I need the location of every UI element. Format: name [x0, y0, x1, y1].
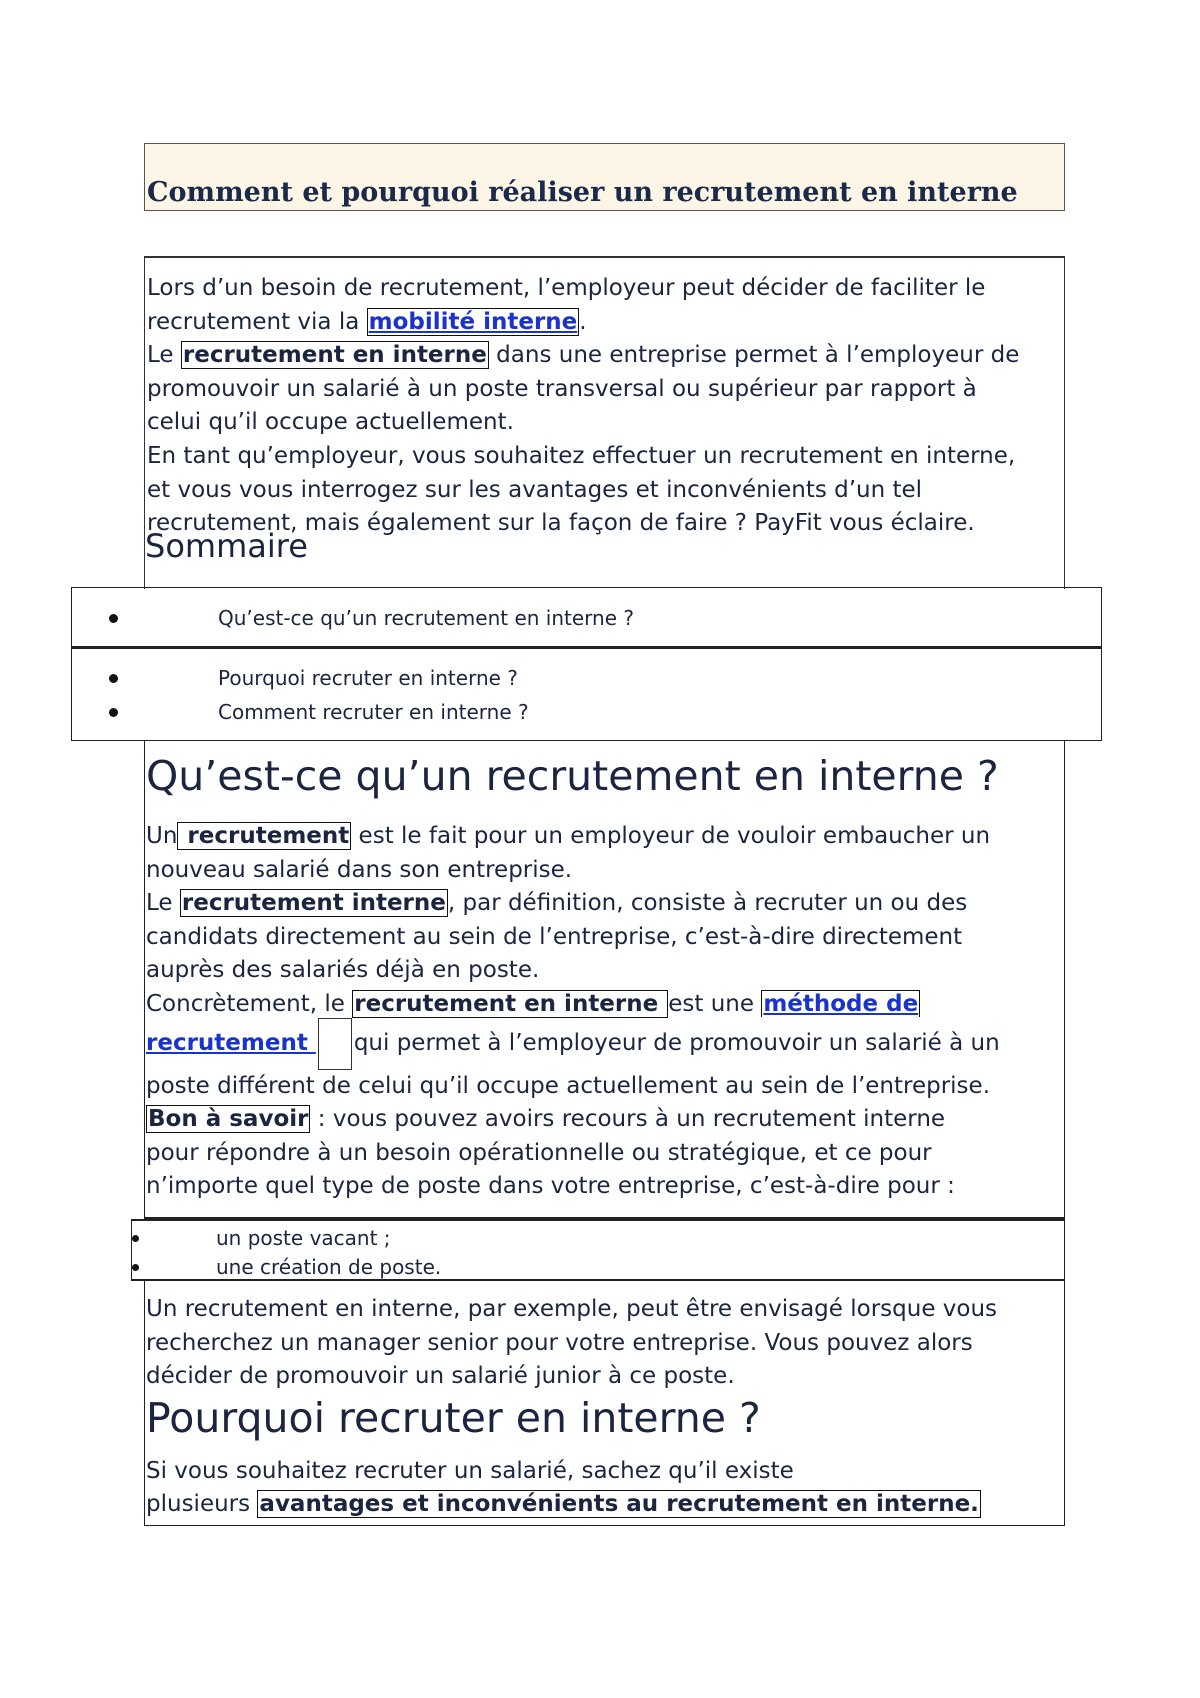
intro-line: recrutement, mais également sur la façon de faire ? PayFit vous éclaire.	[147, 510, 975, 537]
definition-text	[146, 820, 1086, 1204]
methode-recrutement-link[interactable]: recrutement	[146, 1029, 316, 1056]
section-heading: Qu’est-ce qu’un recrutement en interne ?	[146, 752, 999, 800]
text-run: qui permet à l’employeur de promouvoir un salarié à un	[353, 1029, 1000, 1056]
bullet-icon	[109, 614, 118, 623]
text-line: n’importe quel type de poste dans votre entreprise, c’est-à-dire pour :	[146, 1173, 955, 1200]
text-line	[146, 1018, 1086, 1070]
empty-frame	[318, 1018, 352, 1070]
toc-box-2	[71, 647, 1102, 741]
text-run: Concrètement, le	[146, 990, 353, 1017]
text-line: décider de promouvoir un salarié junior à ce poste.	[146, 1363, 735, 1390]
intro-line: En tant qu’employeur, vous souhaitez effectuer un recrutement en interne,	[147, 442, 1016, 469]
toc-item-label: Comment recruter en interne ?	[218, 700, 529, 724]
toc-box-1	[71, 587, 1102, 647]
text-run: : vous pouvez avoirs recours à un recrutement interne	[310, 1106, 946, 1133]
text-run: est une	[668, 990, 762, 1017]
text-line: auprès des salariés déjà en poste.	[146, 957, 540, 984]
text-line: Si vous souhaitez recruter un salarié, sachez qu’il existe	[146, 1457, 794, 1484]
text-line: poste différent de celui qu’il occupe actuellement au sein de l’entreprise.	[146, 1072, 991, 1099]
intro-line: et vous vous interrogez sur les avantages et inconvénients d’un tel	[147, 476, 923, 503]
highlight-term: recrutement en interne	[354, 990, 667, 1017]
intro-line: Lors d’un besoin de recrutement, l’employeur peut décider de faciliter le	[147, 275, 986, 301]
highlight-term: recrutement	[179, 823, 350, 849]
intro-line: promouvoir un salarié à un poste transversal ou supérieur par rapport à	[147, 375, 977, 402]
mobilite-interne-link[interactable]: mobilité interne	[368, 308, 578, 335]
text-run: plusieurs	[146, 1491, 258, 1518]
page-title: Comment et pourquoi réaliser un recrutement en interne	[147, 177, 1018, 208]
definition-section	[144, 741, 1065, 1219]
poste-list	[131, 1219, 1065, 1281]
text-run: Le	[146, 890, 180, 917]
text-line: pour répondre à un besoin opérationnelle ou stratégique, et ce pour	[146, 1139, 932, 1166]
text-line	[146, 887, 1086, 921]
text-line: nouveau salarié dans son entreprise.	[146, 856, 573, 883]
highlight-term: recrutement interne	[181, 890, 446, 917]
toc-item-label: Qu’est-ce qu’un recrutement en interne ?	[218, 606, 634, 630]
text-run: Un	[146, 823, 178, 849]
text-run: .	[579, 308, 587, 335]
text-run: dans une entreprise permet à l’employeur de	[488, 342, 1020, 369]
bullet-icon	[109, 674, 118, 683]
bon-a-savoir-label: Bon à savoir	[148, 1106, 309, 1133]
text-line	[146, 1488, 1086, 1522]
text-line: Un recrutement en interne, par exemple, peut être envisagé lorsque vous	[146, 1296, 998, 1322]
intro-line	[147, 339, 1087, 373]
highlight-term: recrutement en interne	[182, 342, 487, 369]
text-run: recrutement via la	[147, 308, 367, 335]
text-line	[146, 988, 1086, 1022]
bullet-icon	[132, 1264, 139, 1271]
text-line	[146, 1103, 1086, 1137]
pourquoi-section	[144, 1281, 1065, 1526]
title-banner	[144, 143, 1065, 211]
intro-text	[147, 272, 1087, 541]
bullet-icon	[132, 1235, 139, 1242]
intro-line: celui qu’il occupe actuellement.	[147, 409, 514, 436]
list-item-label: un poste vacant ;	[216, 1226, 391, 1250]
text-run: Le	[147, 342, 181, 369]
bullet-icon	[109, 708, 118, 717]
intro-line	[147, 306, 1087, 340]
methode-recrutement-link[interactable]: méthode de	[763, 990, 919, 1017]
intro-section	[144, 256, 1065, 589]
text-run: , par définition, consiste à recruter un ou des	[447, 890, 968, 917]
text-line	[146, 820, 1086, 854]
text-line: candidats directement au sein de l’entreprise, c’est-à-dire directement	[146, 923, 963, 950]
list-item-label: une création de poste.	[216, 1255, 442, 1279]
toc-item-label: Pourquoi recruter en interne ?	[218, 666, 518, 690]
sommaire-heading: Sommaire	[145, 527, 308, 565]
pourquoi-text	[146, 1293, 1086, 1522]
section-heading: Pourquoi recruter en interne ?	[146, 1393, 761, 1442]
text-line: recherchez un manager senior pour votre entreprise. Vous pouvez alors	[146, 1329, 973, 1356]
text-run: est le fait pour un employeur de vouloir embaucher un	[351, 823, 991, 849]
highlight-term: avantages et inconvénients au recrutement en interne.	[259, 1491, 979, 1518]
